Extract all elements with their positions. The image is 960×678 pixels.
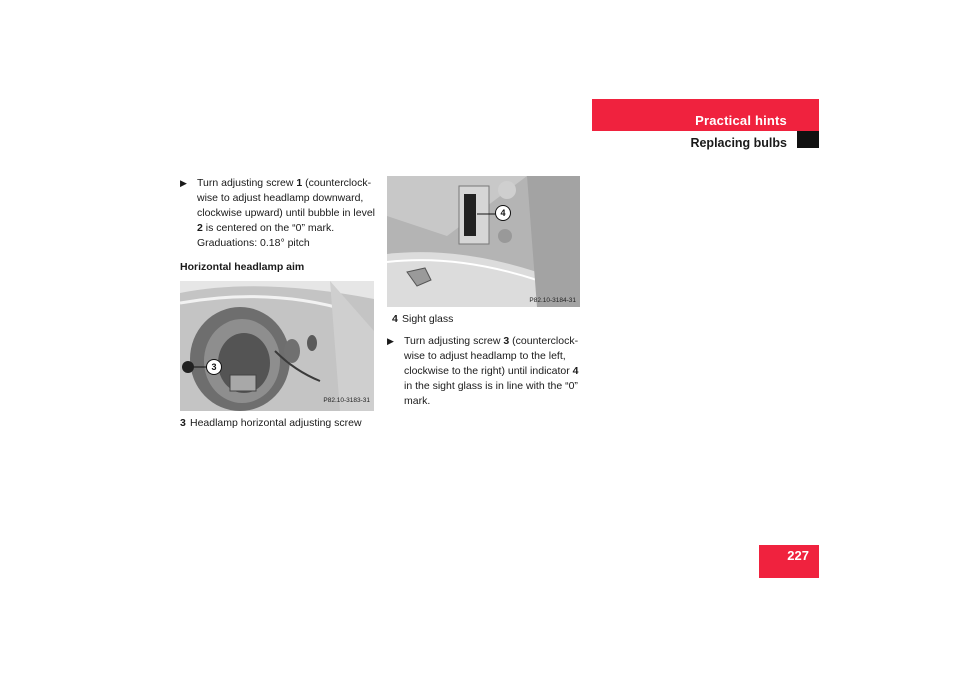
bullet1-text-mid: (counterclock-wise to adjust headlamp downward, clockwise upward) until bubble in level (197, 177, 376, 219)
page-number-box (759, 545, 819, 578)
bullet1-text-post: is centered on the “0” mark. Graduations: 0.18° pitch (197, 222, 335, 249)
headlamp-illustration (180, 281, 374, 411)
bullet1-text-pre: Turn adjusting screw (197, 177, 297, 189)
headlamp-figure (180, 281, 374, 411)
sight-glass-illustration (387, 176, 580, 307)
caption-text: Sight glass (402, 313, 454, 325)
header-banner (592, 99, 819, 131)
caption-text: Headlamp horizontal adjusting screw (190, 417, 362, 429)
bullet2-ref-2: 4 (572, 365, 579, 377)
page-number: 227 (787, 548, 809, 563)
left-column (180, 176, 376, 431)
bullet1-ref-2: 2 (197, 222, 203, 234)
bullet2-text-post: in the sight glass is in line with the “0” mark. (404, 380, 578, 407)
right-column (387, 312, 583, 409)
sight-glass-figure (387, 176, 580, 307)
header-marker (797, 131, 819, 148)
figure-code: P82.10-3183-31 (323, 397, 370, 404)
section-heading: Horizontal headlamp aim (180, 261, 305, 273)
figure-caption-3 (180, 416, 376, 431)
callout-3: 3 (206, 359, 222, 375)
caption-number: 3 (180, 417, 186, 429)
figure-code: P82.10-3184-31 (529, 297, 576, 304)
section-subtitle: Replacing bulbs (690, 136, 787, 150)
instruction-bullet-2 (387, 334, 583, 409)
figure-caption-4 (387, 312, 583, 327)
callout-4: 4 (495, 205, 511, 221)
chapter-title: Practical hints (695, 113, 787, 128)
bullet2-text-mid: (counterclock-wise to adjust headlamp to the left, clockwise to the right) until indicator (404, 335, 579, 377)
bullet2-text-pre: Turn adjusting screw (404, 335, 504, 347)
bullet1-ref-1: 1 (296, 177, 303, 189)
triangle-right-icon: ▶ (180, 178, 187, 188)
instruction-bullet-1 (180, 176, 376, 251)
caption-number: 4 (392, 313, 398, 325)
bullet2-ref-1: 3 (503, 335, 510, 347)
triangle-right-icon: ▶ (387, 336, 394, 346)
